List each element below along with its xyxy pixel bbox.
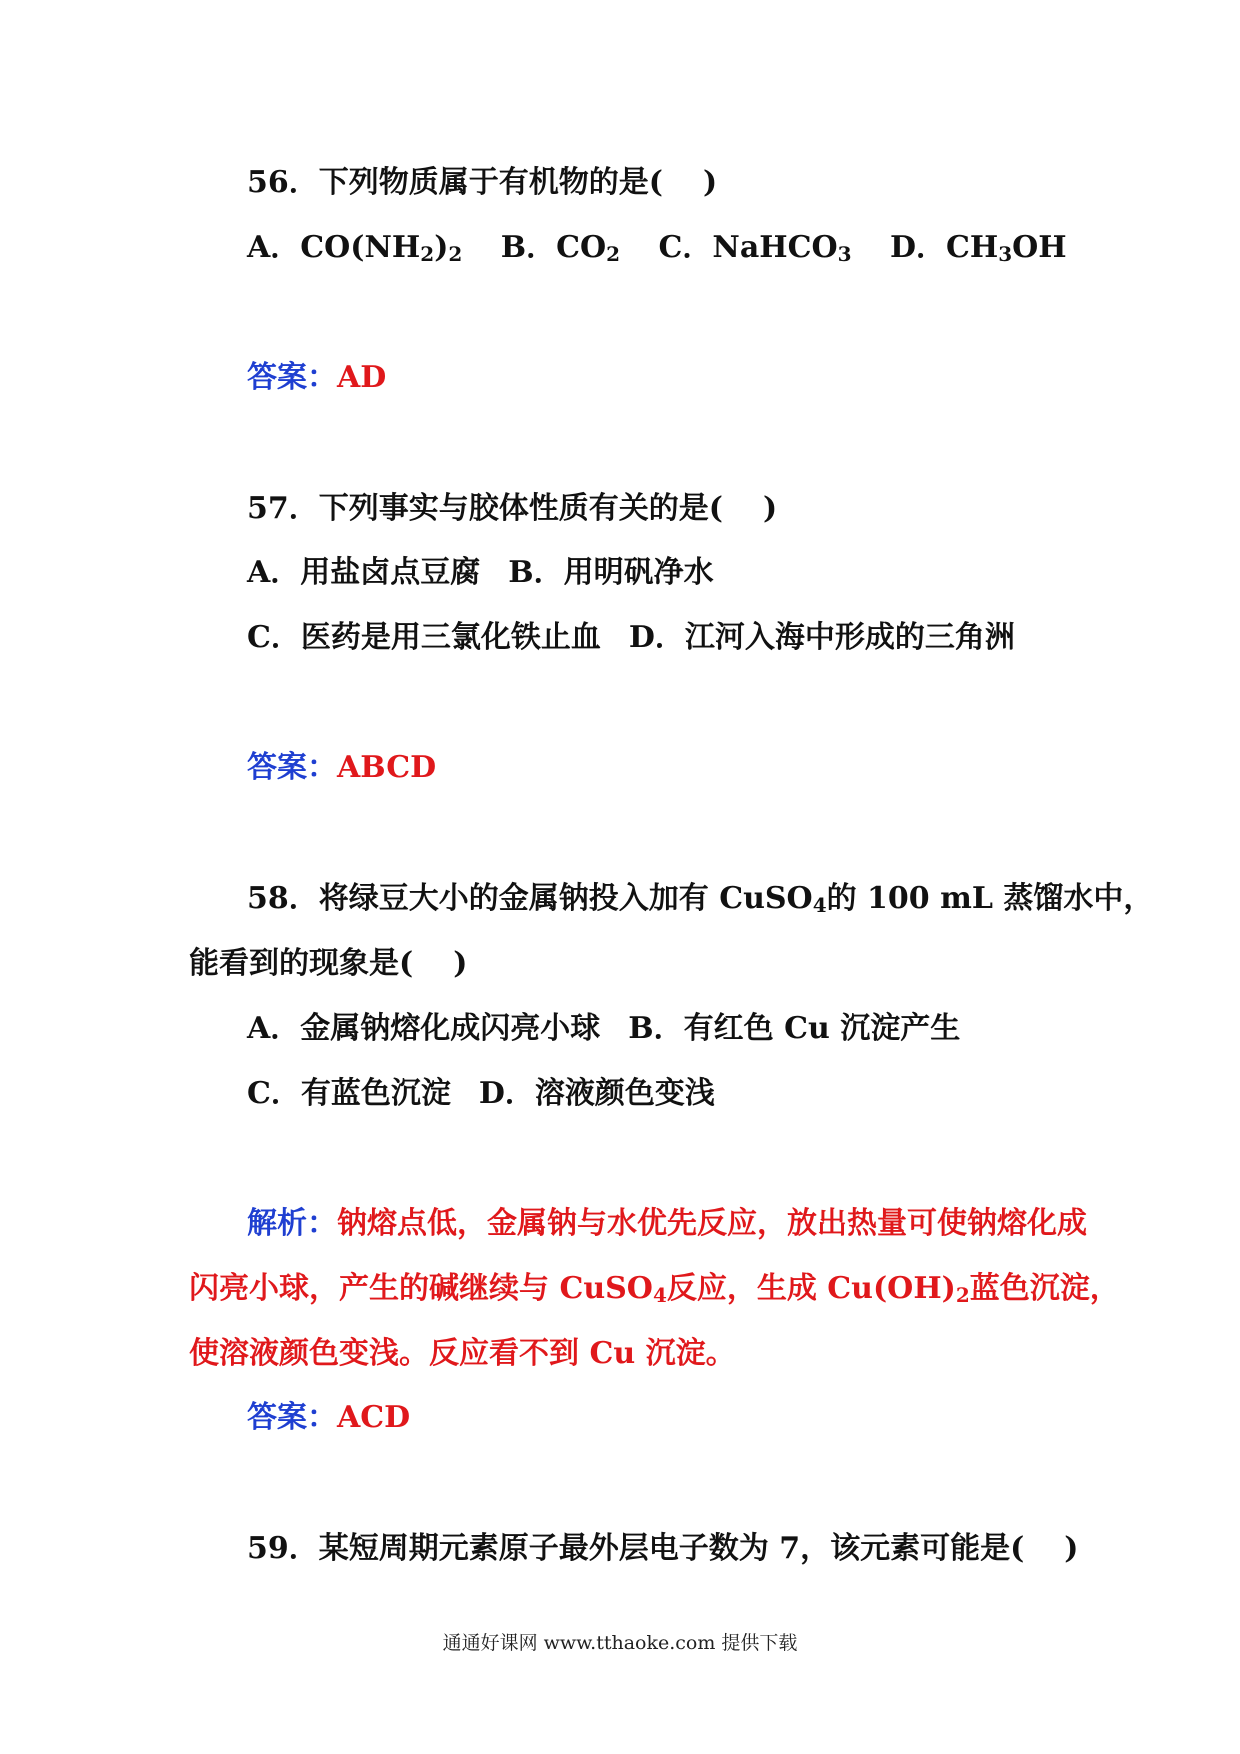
answer-value: ABCD <box>337 750 437 785</box>
q56-option-d: D．$CH_3OH$ <box>890 230 1067 266</box>
q58-option-b: B．有红色 Cu 沉淀产生 <box>628 1011 961 1046</box>
q56-option-a: A．$CO(NH_2)_2$ <box>247 230 463 266</box>
q57-answer <box>247 748 436 788</box>
q57-options-ab <box>247 553 714 593</box>
q56-stem-text: 56．下列物质属于有机物的是( <box>247 165 663 200</box>
q58-stem-line-2: 能看到的现象是( ) <box>189 946 468 981</box>
q56-option-c: C．NaHCO$_3$ <box>658 230 852 266</box>
q59-stem-text: 59．某短周期元素原子最外层电子数为 7，该元素可能是( <box>247 1531 1025 1566</box>
q56-options <box>247 228 1067 268</box>
q59-stem <box>247 1529 1078 1569</box>
q58-analysis-line-1: 解析：钠熔点低，金属钠与水优先反应，放出热量可使钠熔化成 <box>247 1206 1087 1241</box>
q56-stem <box>247 163 717 203</box>
analysis-label: 解析： <box>247 1206 337 1241</box>
q58-stem-line-1: 58．将绿豆大小的金属钠投入加有 CuSO$_4$的 100 mL 蒸馏水中， <box>247 881 1154 917</box>
q57-option-d: D．江河入海中形成的三角洲 <box>628 620 1015 655</box>
q57-options-cd <box>247 618 1015 658</box>
q57-option-a: A．用盐卤点豆腐 <box>247 555 481 590</box>
q56-option-b: B．$CO_2$ <box>500 230 621 266</box>
q56-answer <box>247 358 386 398</box>
q57-stem-end: ) <box>762 491 778 526</box>
q58-answer <box>247 1398 410 1438</box>
q56-stem-end: ) <box>702 165 718 200</box>
answer-label: 答案： <box>247 750 337 785</box>
q58-options-cd <box>247 1074 715 1114</box>
q58-analysis-line-2: 闪亮小球，产生的碱继续与 CuSO$_4$反应，生成 $Cu(OH)_2$蓝色沉淀， <box>189 1271 1120 1307</box>
q58-option-d: D．溶液颜色变浅 <box>478 1076 715 1111</box>
answer-label: 答案： <box>247 1400 337 1435</box>
answer-value: AD <box>337 360 387 395</box>
footer-source: 通通好课网 www.tthaoke.com 提供下载 <box>442 1632 798 1654</box>
q59-stem-end: ) <box>1064 1531 1079 1566</box>
answer-label: 答案： <box>247 360 337 395</box>
answer-value: ACD <box>337 1400 411 1435</box>
q58-options-ab <box>247 1009 960 1049</box>
q57-stem <box>247 489 777 529</box>
q58-analysis-line-3: 使溶液颜色变浅。反应看不到 Cu 沉淀。 <box>189 1336 736 1371</box>
q57-option-b: B．用明矾净水 <box>508 555 714 590</box>
q58-option-c: C．有蓝色沉淀 <box>247 1076 451 1111</box>
q57-stem-text: 57．下列事实与胶体性质有关的是( <box>247 491 723 526</box>
q57-option-c: C．医药是用三氯化铁止血 <box>247 620 601 655</box>
q58-option-a: A．金属钠熔化成闪亮小球 <box>247 1011 601 1046</box>
